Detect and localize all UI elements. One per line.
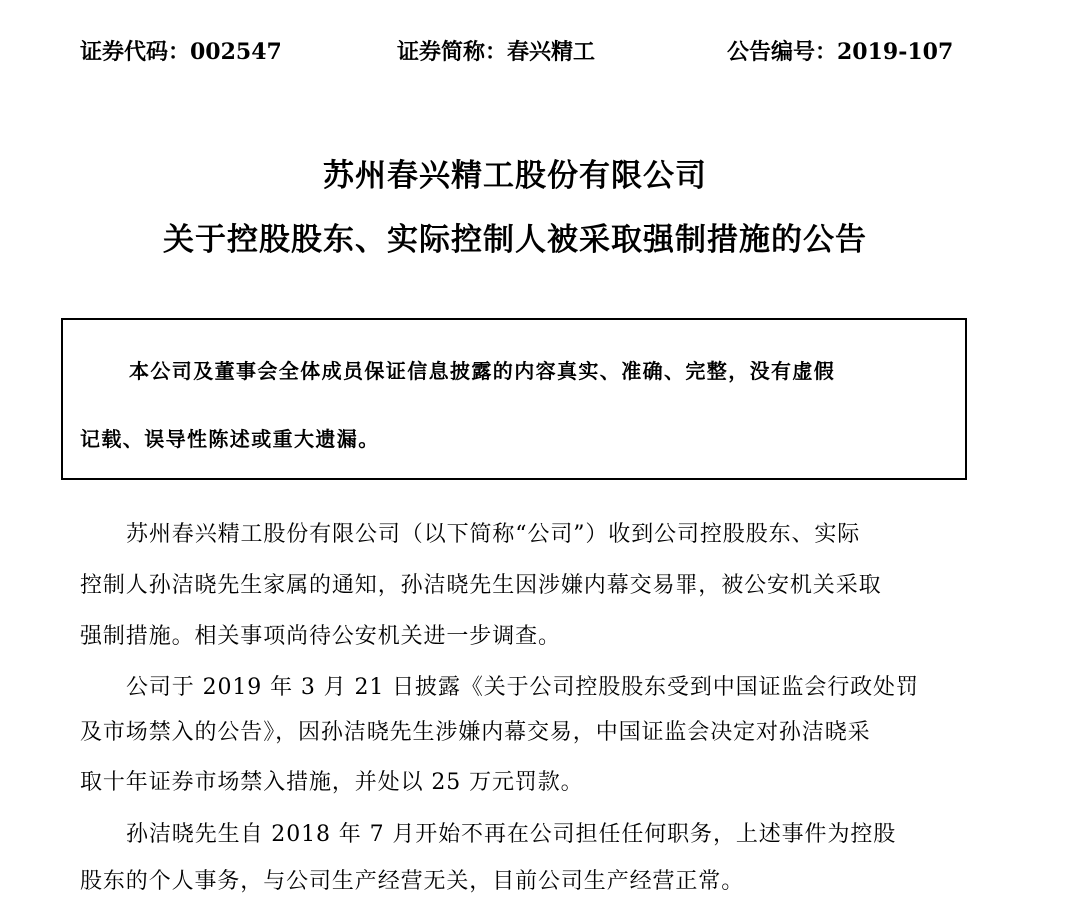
paragraph-2-line-1: 公司于 2019 年 3 月 21 日披露《关于公司控股股东受到中国证监会行政处罚: [126, 675, 919, 700]
paragraph-2-line-3: 取十年证券市场禁入措施，并处以 25 万元罚款。: [80, 770, 584, 795]
paragraph-1-line-1: 苏州春兴精工股份有限公司（以下简称“公司”）收到公司控股股东、实际: [126, 522, 861, 547]
company-title: 苏州春兴精工股份有限公司: [323, 158, 707, 194]
paragraph-3-line-1: 孙洁晓先生自 2018 年 7 月开始不再在公司担任任何职务，上述事件为控股: [126, 822, 897, 847]
security-short-name: 证券简称：春兴精工: [397, 39, 596, 65]
disclaimer-line-2: 记载、误导性陈述或重大遗漏。: [80, 427, 380, 451]
disclaimer-box: [61, 318, 967, 480]
paragraph-1-line-2: 控制人孙洁晓先生家属的通知，孙洁晓先生因涉嫌内幕交易罪，被公安机关采取: [80, 573, 882, 598]
announcement-title: 关于控股股东、实际控制人被采取强制措施的公告: [163, 222, 867, 258]
paragraph-2-line-2: 及市场禁入的公告》，因孙洁晓先生涉嫌内幕交易，中国证监会决定对孙洁晓采: [80, 720, 871, 745]
disclaimer-line-1: 本公司及董事会全体成员保证信息披露的内容真实、准确、完整，没有虚假: [129, 359, 836, 383]
paragraph-3-line-2: 股东的个人事务，与公司生产经营无关，目前公司生产经营正常。: [80, 869, 745, 894]
security-code: 证券代码：002547: [80, 39, 282, 65]
document-header: [0, 36, 1080, 68]
announcement-number: 公告编号：2019-107: [727, 39, 954, 65]
paragraph-1-line-3: 强制措施。相关事项尚待公安机关进一步调查。: [80, 624, 561, 649]
